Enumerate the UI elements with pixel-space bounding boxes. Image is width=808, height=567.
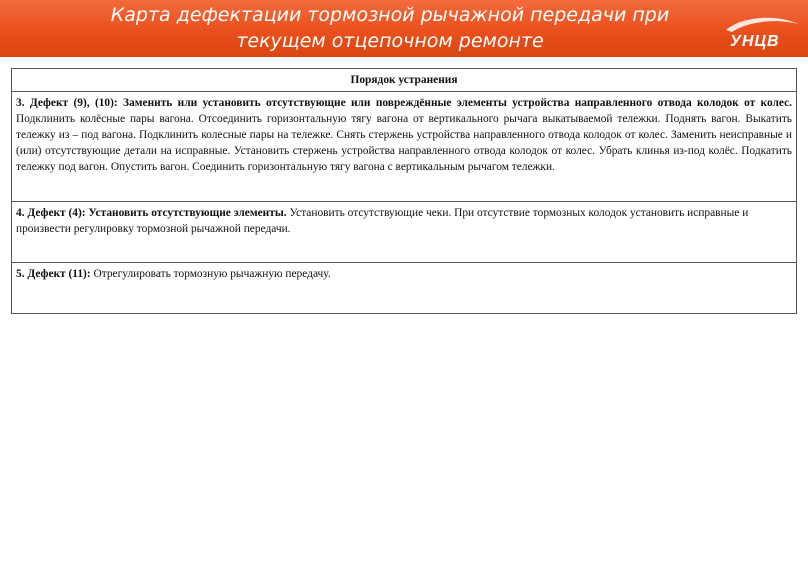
defect-3-cell <box>12 92 797 202</box>
table-header-cell: Порядок устранения <box>12 69 797 92</box>
page-title <box>60 2 720 54</box>
defect-table <box>11 68 797 314</box>
title-line-2: текущем отцепочном ремонте <box>236 30 544 52</box>
defect-4-title: 4. Дефект (4): Установить отсутствующие элементы. <box>16 207 287 219</box>
table-row <box>12 92 797 202</box>
table-row <box>12 202 797 263</box>
defect-5-cell <box>12 263 797 314</box>
table-header-row <box>12 69 797 92</box>
defect-4-cell <box>12 202 797 263</box>
organization-logo <box>722 14 800 50</box>
defect-3-title: 3. Дефект (9), (10): Заменить или установить отсутствующие или повреждённые элементы устройства направленного отвода колодок от колес. <box>16 97 792 109</box>
table-row <box>12 263 797 314</box>
defect-3-text: Подклинить колёсные пары вагона. Отсоединить горизонтальную тягу вагона от вертикального рычага выкатываемой тележки. Поднять вагон. Выкатить тележку из – под вагона. Подклинить колесные пары на тележке. Снять стержень устройства направленного отвода колодок от колес. Заменить неисправные и (или) отсутствующие детали на исправные. Установить стержень устройства направленного отвода колодок от колес. Убрать клинья из-под колёс. Подкатить тележку под вагон. Опустить вагон. Соединить горизонтальную тягу вагона с вертикальным рычагом тележки. <box>16 113 792 173</box>
defect-5-text: Отрегулировать тормозную рычажную передачу. <box>90 268 331 280</box>
defect-5-title: 5. Дефект (11): <box>16 268 91 280</box>
title-line-1: Карта дефектации тормозной рычажной передачи при <box>110 4 670 26</box>
header-bar <box>0 0 808 57</box>
logo-text: УНЦВ <box>730 33 780 50</box>
defect-4-text: Установить отсутствующие чеки. При отсутствие тормозных колодок установить исправные и произвести регулировку тормозной рычажной передачи. <box>16 207 749 235</box>
